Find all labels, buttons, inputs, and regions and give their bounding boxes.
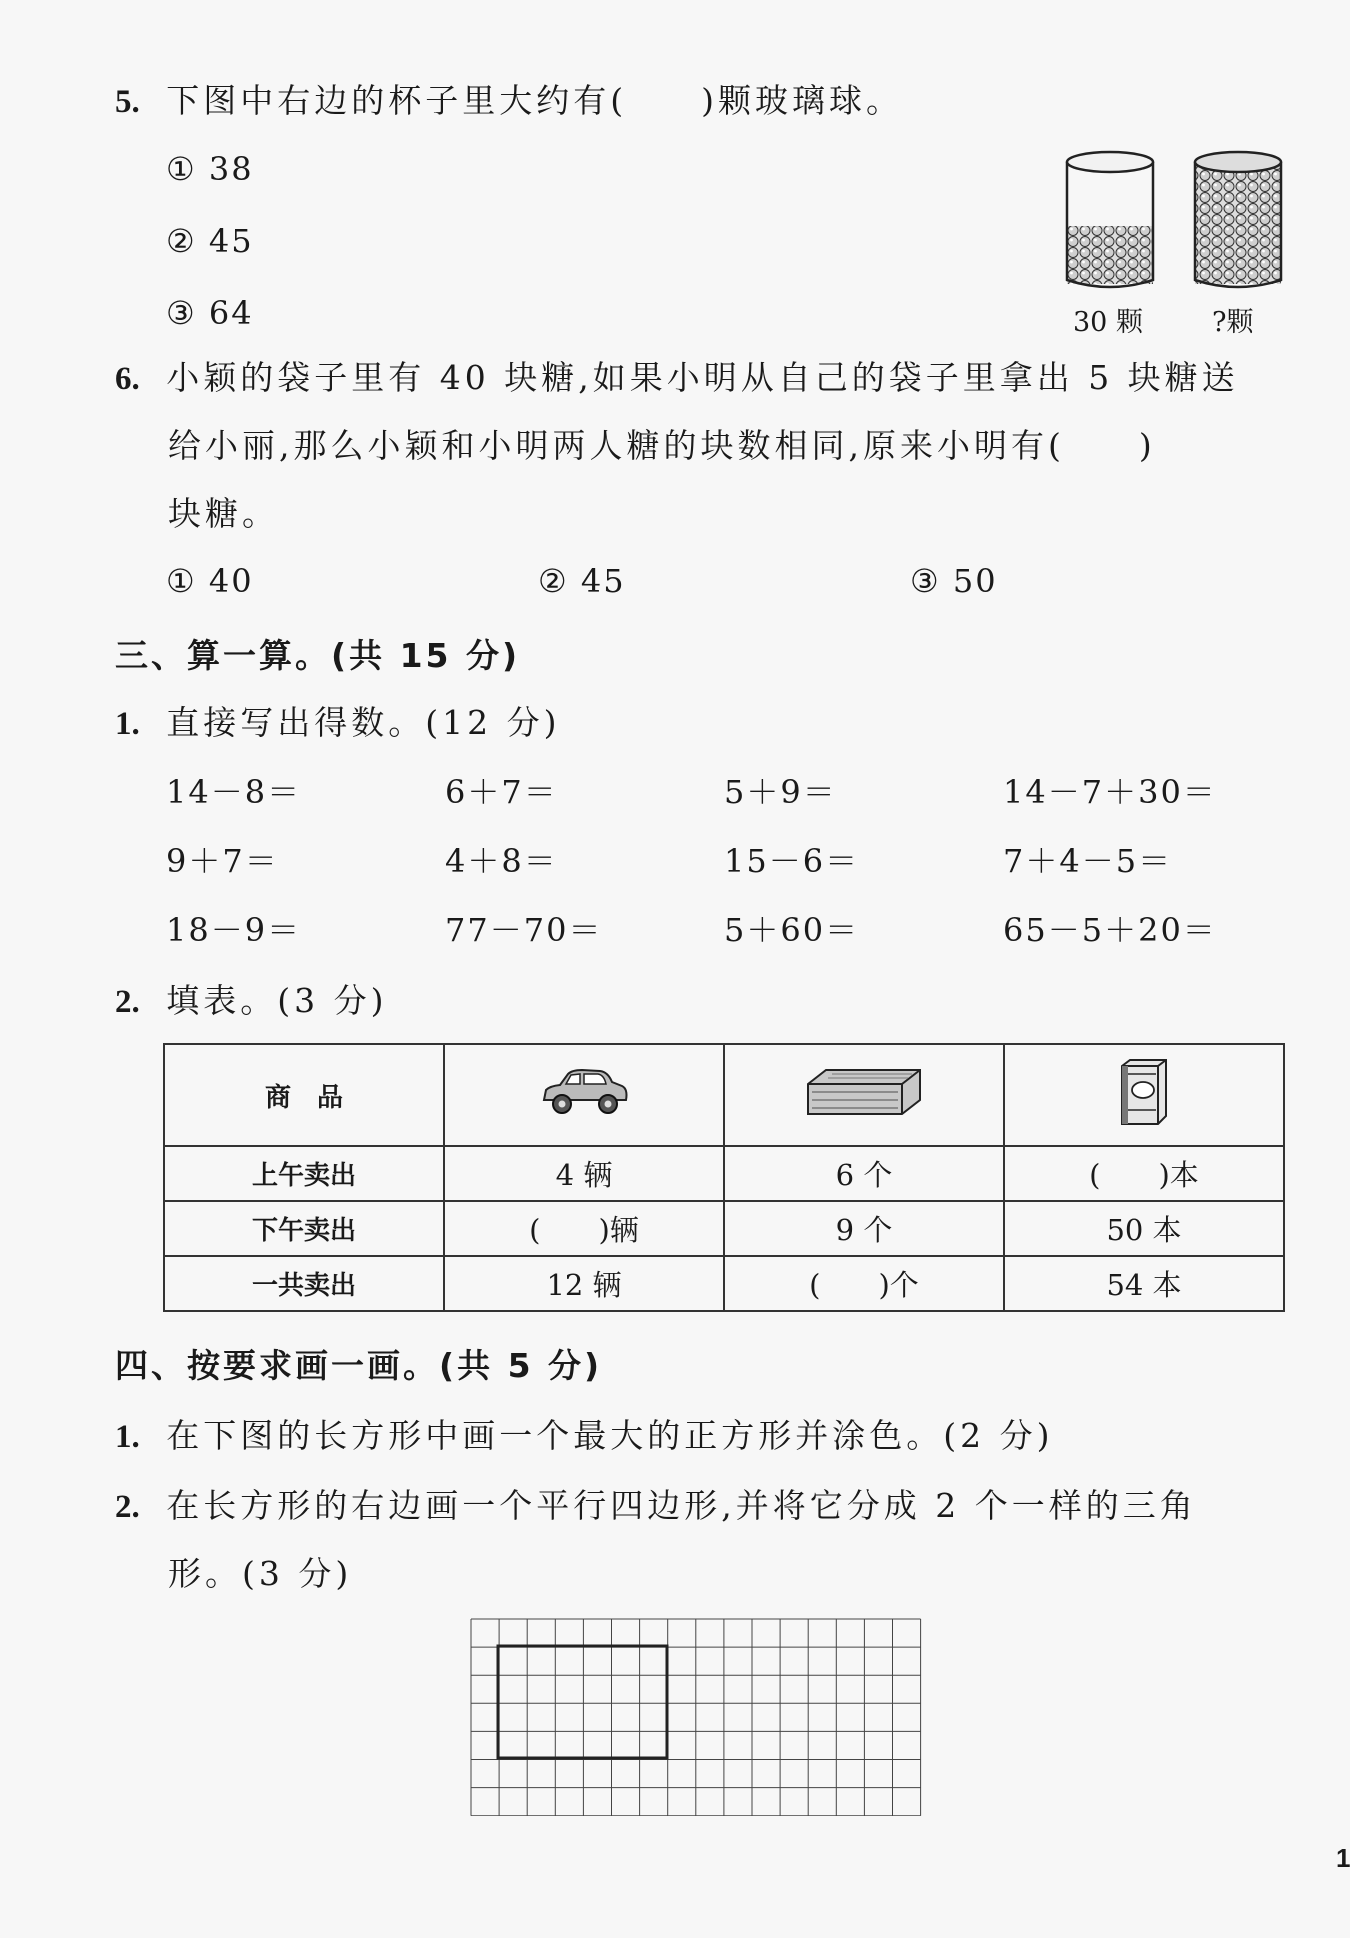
section-3-title: 三、算一算。(共 15 分) [115,636,521,675]
s4-p1-text: 在下图的长方形中画一个最大的正方形并涂色。(2 分) [166,1416,1054,1455]
table-row [164,1256,1284,1311]
table-cell: 4 辆 [444,1146,724,1201]
q6-number: 6. [115,361,140,397]
s4-p2-number: 2. [115,1489,140,1525]
s4-p1-number: 1. [115,1419,140,1455]
s3-p1-text: 直接写出得数。(12 分) [166,703,561,742]
drawing-grid[interactable] [470,1618,922,1816]
q6-text-3: 块糖。 [168,494,279,533]
s3-p1-number: 1. [115,706,140,742]
q5-option-2: ② 45 [166,222,254,260]
left-cup [1067,152,1153,287]
table-header-label: 商 品 [164,1044,444,1146]
calc-item: 9＋7＝ [166,842,279,880]
calc-item: 5＋60＝ [724,911,860,949]
table-cell: ( )个 [724,1256,1004,1311]
table-cell: 6 个 [724,1146,1004,1201]
left-cup-label: 30 颗 [1073,307,1143,338]
toy-car-cell [444,1044,724,1146]
right-cup [1195,152,1281,287]
q5-option-1: ① 38 [166,150,254,188]
table-cell: 54 本 [1004,1256,1284,1311]
q5-option-3: ③ 64 [166,294,254,332]
s4-p2-text-1: 在长方形的右边画一个平行四边形,并将它分成 2 个一样的三角 [166,1486,1197,1525]
row-label: 下午卖出 [164,1201,444,1256]
section-4-problem-2 [115,1480,1197,1527]
s3-p2-number: 2. [115,984,140,1020]
calc-item: 14－8＝ [166,773,302,811]
table-cell: ( )辆 [444,1201,724,1256]
calc-item: 77－70＝ [445,911,603,949]
q6-option-1: ① 40 [166,562,254,600]
calc-item: 18－9＝ [166,911,302,949]
q6-option-3: ③ 50 [910,562,998,600]
q6-text-1: 小颖的袋子里有 40 块糖,如果小明从自己的袋子里拿出 5 块糖送 [166,358,1239,397]
calc-item: 7＋4－5＝ [1003,842,1173,880]
book-cell [1004,1044,1284,1146]
table-cell: 50 本 [1004,1201,1284,1256]
s3-p2-text: 填表。(3 分) [166,981,388,1020]
row-label: 上午卖出 [164,1146,444,1201]
section-3-problem-2 [115,975,387,1022]
q5 [115,75,903,122]
eraser-icon [802,1062,926,1122]
q5-text: 下图中右边的杯子里大约有( )颗玻璃球。 [166,81,903,120]
calc-item: 4＋8＝ [445,842,558,880]
table-header-row [164,1044,1284,1146]
q6-option-2: ② 45 [538,562,626,600]
book-icon [1114,1056,1174,1128]
calc-item: 14－7＋30＝ [1003,773,1217,811]
section-3-problem-1 [115,697,560,744]
sales-table [163,1043,1285,1312]
table-row [164,1146,1284,1201]
right-cup-label: ?颗 [1212,307,1254,338]
calc-item: 15－6＝ [724,842,860,880]
q5-number: 5. [115,84,140,120]
section-4-title: 四、按要求画一画。(共 5 分) [115,1346,603,1385]
q6-line-1 [115,352,1239,399]
page-number: 1 [1336,1843,1350,1873]
table-cell: 9 个 [724,1201,1004,1256]
eraser-cell [724,1044,1004,1146]
calc-item: 6＋7＝ [445,773,558,811]
table-row [164,1201,1284,1256]
section-4-problem-1 [115,1410,1053,1457]
q6-text-2: 给小丽,那么小颖和小明两人糖的块数相同,原来小明有( ) [168,426,1156,465]
given-rectangle [498,1646,667,1758]
table-cell: ( )本 [1004,1146,1284,1201]
s4-p2-text-2: 形。(3 分) [168,1554,353,1593]
table-cell: 12 辆 [444,1256,724,1311]
calc-item: 65－5＋20＝ [1003,911,1217,949]
toy-car-icon [536,1062,632,1122]
grid-lines [471,1619,921,1816]
calc-item: 5＋9＝ [724,773,837,811]
marble-cups-illustration [1055,148,1295,298]
row-label: 一共卖出 [164,1256,444,1311]
